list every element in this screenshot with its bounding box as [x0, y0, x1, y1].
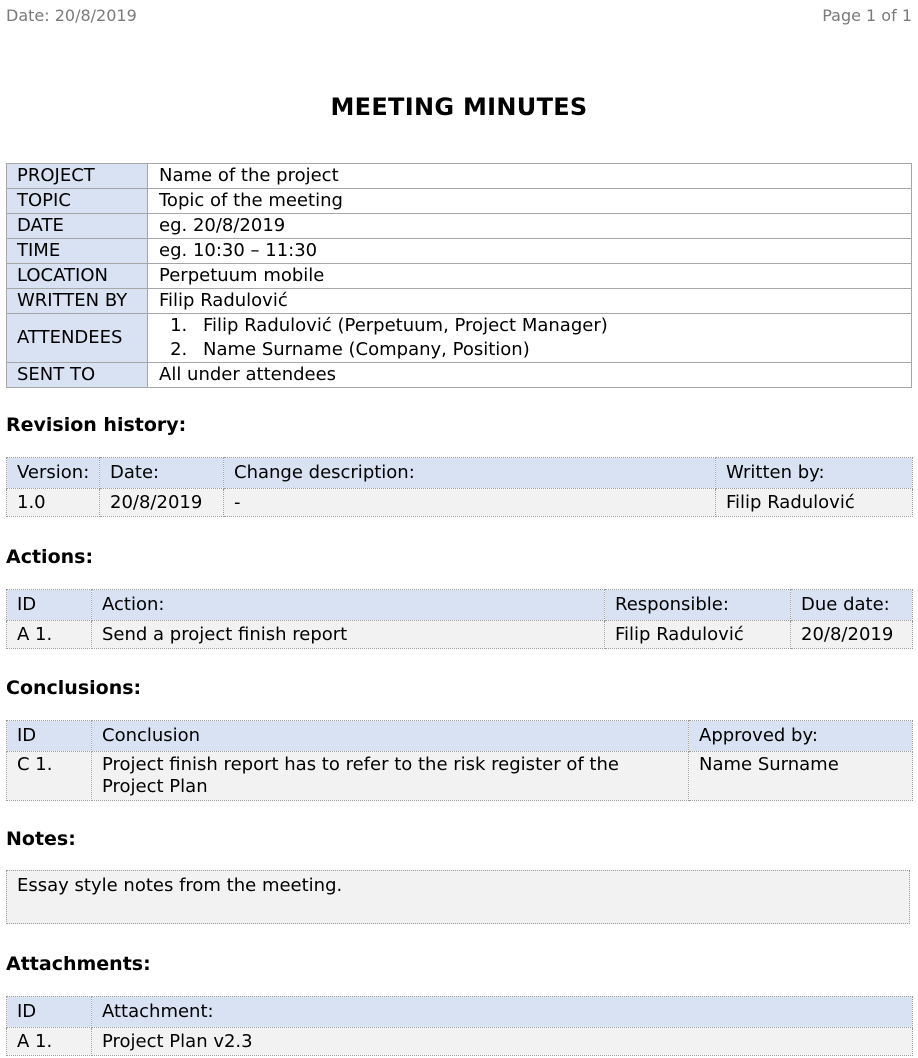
info-row-attendees [7, 314, 912, 363]
attachments-title: Attachments: [6, 953, 151, 975]
column-header: Attachment: [92, 997, 913, 1028]
table-header-row [7, 590, 913, 621]
table-row [7, 752, 913, 801]
sent-to-value[interactable]: All under attendees [148, 363, 912, 388]
document-title: MEETING MINUTES [330, 93, 588, 121]
due-date-cell[interactable]: 20/8/2019 [791, 621, 913, 649]
conclusion-id-cell[interactable]: C 1. [7, 752, 92, 801]
attendees-list [159, 314, 901, 362]
date-value[interactable]: eg. 20/8/2019 [148, 214, 912, 239]
approved-by-cell[interactable]: Name Surname [689, 752, 913, 801]
attachment-id-cell[interactable]: A 1. [7, 1028, 92, 1056]
column-header: ID [7, 721, 92, 752]
actions-table [6, 589, 913, 649]
attendees-value[interactable] [148, 314, 912, 363]
column-header: ID [7, 997, 92, 1028]
sent-to-label: SENT TO [7, 363, 148, 388]
info-row-sent-to [7, 363, 912, 388]
action-cell[interactable]: Send a project finish report [92, 621, 605, 649]
version-cell[interactable]: 1.0 [7, 489, 100, 517]
column-header: Action: [92, 590, 605, 621]
table-header-row [7, 997, 913, 1028]
column-header: Due date: [791, 590, 913, 621]
time-label: TIME [7, 239, 148, 264]
notes-title: Notes: [6, 828, 76, 850]
meeting-info-table [6, 163, 912, 388]
responsible-cell[interactable]: Filip Radulović [605, 621, 791, 649]
project-value[interactable]: Name of the project [148, 164, 912, 189]
table-header-row [7, 458, 913, 489]
time-value[interactable]: eg. 10:30 – 11:30 [148, 239, 912, 264]
table-row [7, 1028, 913, 1056]
column-header: Approved by: [689, 721, 913, 752]
conclusions-table [6, 720, 913, 801]
written-by-cell[interactable]: Filip Radulović [716, 489, 913, 517]
attendee-item: 2. Name Surname (Company, Position) [193, 338, 901, 362]
attachments-table [6, 996, 913, 1056]
info-row-time [7, 239, 912, 264]
info-row-written-by [7, 289, 912, 314]
info-row-date [7, 214, 912, 239]
actions-title: Actions: [6, 546, 94, 568]
column-header: ID [7, 590, 92, 621]
conclusion-cell[interactable]: Project finish report has to refer to the risk register of the Project Plan [92, 752, 689, 801]
topic-label: TOPIC [7, 189, 148, 214]
conclusions-title: Conclusions: [6, 677, 142, 699]
notes-box[interactable]: Essay style notes from the meeting. [6, 870, 910, 924]
table-row [7, 621, 913, 649]
column-header: Version: [7, 458, 100, 489]
change-description-cell[interactable]: - [224, 489, 716, 517]
written-by-value[interactable]: Filip Radulović [148, 289, 912, 314]
revision-history-title: Revision history: [6, 414, 187, 436]
written-by-label: WRITTEN BY [7, 289, 148, 314]
project-label: PROJECT [7, 164, 148, 189]
column-header: Date: [100, 458, 224, 489]
header-page-number: Page 1 of 1 [822, 6, 912, 25]
info-row-project [7, 164, 912, 189]
attendee-item: 1. Filip Radulović (Perpetuum, Project Manager) [193, 314, 901, 338]
attachment-cell[interactable]: Project Plan v2.3 [92, 1028, 913, 1056]
column-header: Responsible: [605, 590, 791, 621]
location-value[interactable]: Perpetuum mobile [148, 264, 912, 289]
column-header: Change description: [224, 458, 716, 489]
location-label: LOCATION [7, 264, 148, 289]
column-header: Conclusion [92, 721, 689, 752]
table-header-row [7, 721, 913, 752]
header-date: Date: 20/8/2019 [6, 6, 137, 25]
revision-history-table [6, 457, 913, 517]
info-row-location [7, 264, 912, 289]
action-id-cell[interactable]: A 1. [7, 621, 92, 649]
date-cell[interactable]: 20/8/2019 [100, 489, 224, 517]
attendees-label: ATTENDEES [7, 314, 148, 363]
column-header: Written by: [716, 458, 913, 489]
info-row-topic [7, 189, 912, 214]
topic-value[interactable]: Topic of the meeting [148, 189, 912, 214]
date-label: DATE [7, 214, 148, 239]
table-row [7, 489, 913, 517]
